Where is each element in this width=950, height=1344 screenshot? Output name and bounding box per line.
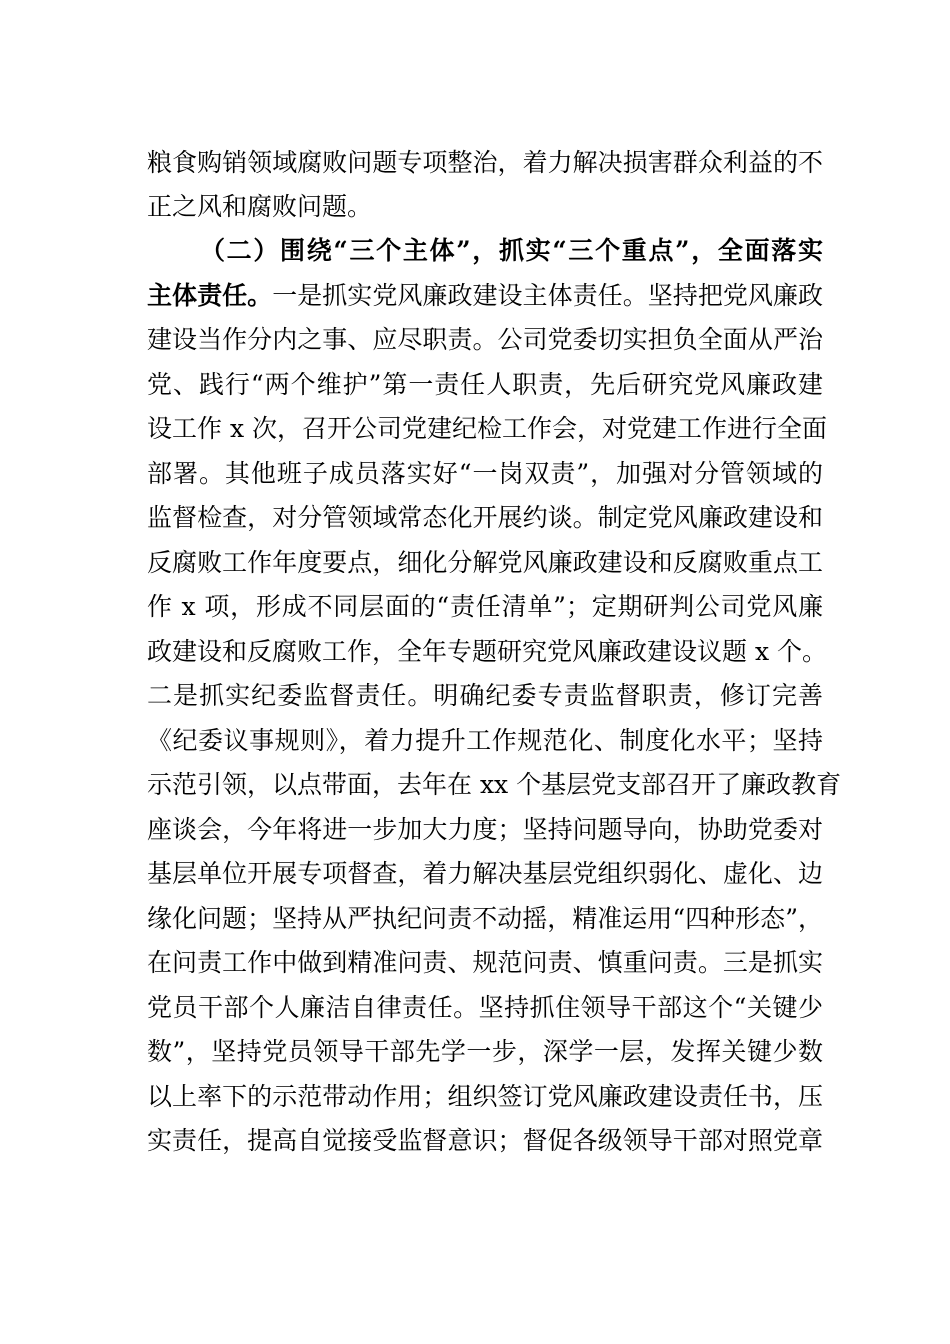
paragraph-line — [147, 279, 823, 313]
paragraph-line: 反腐败工作年度要点，细化分解党风廉政建设和反腐败重点工 — [147, 548, 823, 577]
paragraph-line: 政建设和反腐败工作，全年专题研究党风廉政建设议题 x 个。 — [147, 637, 827, 666]
paragraph-line: 设工作 x 次，召开公司党建纪检工作会，对党建工作进行全面 — [147, 414, 827, 443]
paragraph-line: 以上率下的示范带动作用；组织签订党风廉政建设责任书，压 — [147, 1082, 823, 1111]
paragraph-line: 党、践行“两个维护”第一责任人职责，先后研究党风廉政建 — [147, 370, 823, 399]
paragraph-line: 基层单位开展专项督查，着力解决基层党组织弱化、虚化、边 — [147, 859, 823, 888]
paragraph-line: 二是抓实纪委监督责任。明确纪委专责监督职责，修订完善 — [147, 681, 823, 710]
paragraph-line: 示范引领，以点带面，去年在 xx 个基层党支部召开了廉政教育 — [147, 770, 842, 799]
paragraph-line: 建设当作分内之事、应尽职责。公司党委切实担负全面从严治 — [147, 325, 823, 354]
paragraph-line: 座谈会，今年将进一步加大力度；坚持问题导向，协助党委对 — [147, 815, 823, 844]
paragraph-line: 在问责工作中做到精准问责、规范问责、慎重问责。三是抓实 — [147, 948, 823, 977]
paragraph-line: 正之风和腐败问题。 — [147, 192, 373, 221]
paragraph-line: 实责任，提高自觉接受监督意识；督促各级领导干部对照党章 — [147, 1126, 823, 1155]
paragraph-line: 粮食购销领域腐败问题专项整治，着力解决损害群众利益的不 — [147, 148, 823, 177]
section-heading-tail: 主体责任。 — [147, 281, 273, 310]
paragraph-line: 缘化问题；坚持从严执纪问责不动摇，精准运用“四种形态”， — [147, 904, 823, 933]
section-heading-line: （二）围绕“三个主体”，抓实“三个重点”，全面落实 — [200, 236, 823, 265]
paragraph-line: 作 x 项，形成不同层面的“责任清单”；定期研判公司党风廉 — [147, 592, 823, 621]
paragraph-line: 监督检查，对分管领域常态化开展约谈。制定党风廉政建设和 — [147, 503, 823, 532]
paragraph-line: 部署。其他班子成员落实好“一岗双责”，加强对分管领域的 — [147, 459, 823, 488]
paragraph-line: 党员干部个人廉洁自律责任。坚持抓住领导干部这个“关键少 — [147, 993, 823, 1022]
paragraph-line: 数”，坚持党员领导干部先学一步，深学一层，发挥关键少数 — [147, 1037, 823, 1066]
paragraph-line: 《纪委议事规则》，着力提升工作规范化、制度化水平；坚持 — [147, 726, 823, 755]
paragraph-text: 一是抓实党风廉政建设主体责任。坚持把党风廉政 — [272, 281, 823, 310]
